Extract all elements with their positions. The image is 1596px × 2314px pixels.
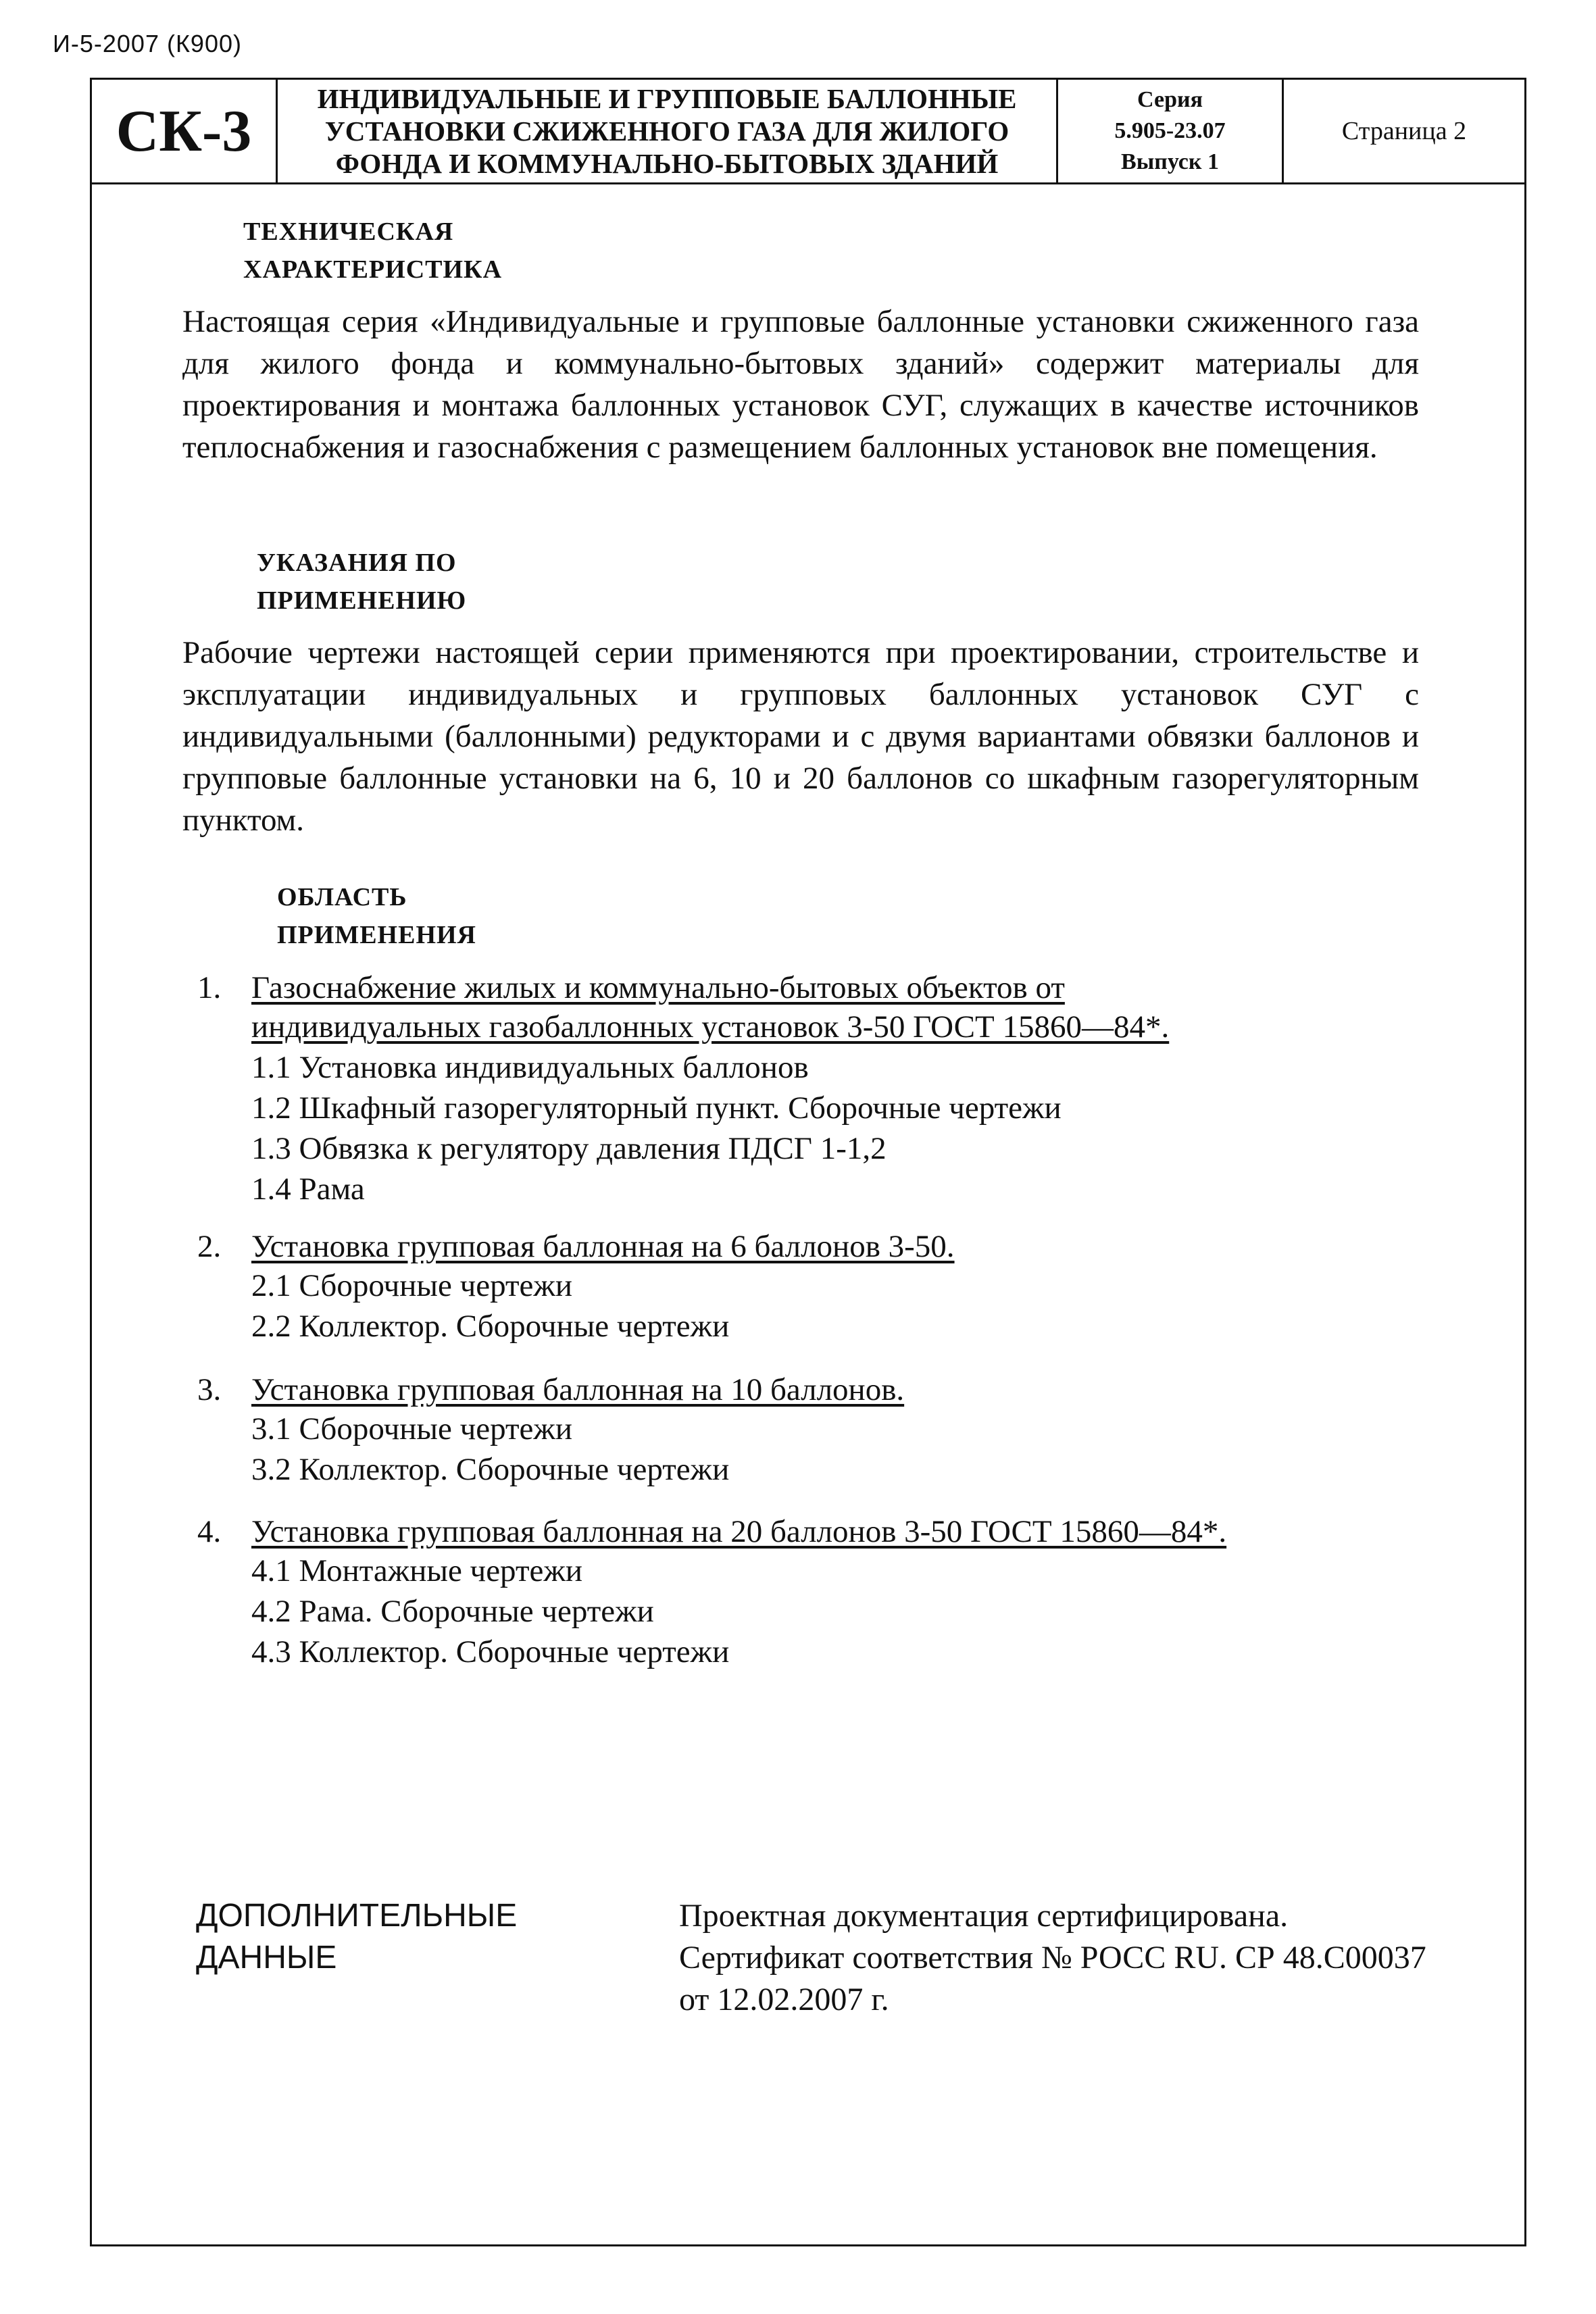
certificate-info	[679, 1895, 1510, 2021]
usage-text: Рабочие чертежи настоящей серии применяются при проектировании, строительстве и эксплуатации индивидуальных и групповых баллонных установок СУГ с индивидуальными (баллонными) редукторами и с двумя вариантами обвязки баллонов и групповые баллонные установки на 6, 10 и 20 баллонов со шкафным газорегуляторным пунктом.	[182, 635, 1419, 838]
list-item-title: Газоснабжение жилых и коммунально-бытовых объектов от	[251, 970, 1065, 1005]
additional-label-line: ДАННЫЕ	[196, 1940, 337, 1976]
certificate-line: Проектная документация сертифицирована.	[679, 1898, 1289, 1934]
additional-label	[196, 1895, 574, 1979]
list-item-title: Установка групповая баллонная на 20 баллонов 3-50 ГОСТ 15860—84*.	[251, 1514, 1227, 1549]
list-subitem: 3.1 Сборочные чертежи	[251, 1411, 573, 1447]
list-item-title: индивидуальных газобаллонных установок 3-50 ГОСТ 15860—84*.	[251, 1009, 1170, 1045]
list-subitem: 1.2 Шкафный газорегуляторный пункт. Сборочные чертежи	[251, 1090, 1062, 1126]
list-subitem: 1.3 Обвязка к регулятору давления ПДСГ 1-1,2	[251, 1131, 887, 1166]
list-subitem: 4.1 Монтажные чертежи	[251, 1553, 582, 1588]
list-item-title: Установка групповая баллонная на 6 баллонов 3-50.	[251, 1229, 955, 1264]
stamp-series	[1058, 80, 1284, 182]
stamp-code: СК-3	[92, 80, 278, 182]
stamp-title-line: ИНДИВИДУАЛЬНЫЕ И ГРУППОВЫЕ БАЛЛОННЫЕ	[317, 83, 1017, 114]
list-subitem: 2.2 Коллектор. Сборочные чертежи	[251, 1309, 730, 1344]
document-code: И-5-2007 (К900)	[53, 30, 242, 57]
page-number: Страница 2	[1341, 117, 1467, 145]
heading-line: ПРИМЕНЕНИЯ	[277, 921, 476, 949]
heading-line: ОБЛАСТЬ	[277, 883, 407, 911]
stamp-title	[278, 80, 1058, 182]
stamp-title-line: УСТАНОВКИ СЖИЖЕННОГО ГАЗА ДЛЯ ЖИЛОГО	[324, 116, 1009, 147]
heading-line: ПРИМЕНЕНИЮ	[257, 586, 467, 615]
technical-heading	[243, 213, 502, 288]
issue-number: Выпуск 1	[1121, 149, 1219, 174]
usage-heading	[257, 544, 466, 620]
list-subitem: 4.2 Рама. Сборочные чертежи	[251, 1594, 654, 1629]
list-subitem: 3.2 Коллектор. Сборочные чертежи	[251, 1452, 730, 1487]
series-label: Серия	[1137, 87, 1203, 112]
certificate-line: от 12.02.2007 г.	[679, 1982, 889, 2017]
list-item-number: 2.	[197, 1229, 222, 1264]
list-subitem: 2.1 Сборочные чертежи	[251, 1268, 573, 1303]
list-item-number: 1.	[197, 970, 222, 1005]
list-subitem: 1.1 Установка индивидуальных баллонов	[251, 1050, 809, 1085]
heading-line: ТЕХНИЧЕСКАЯ	[243, 218, 454, 246]
series-number: 5.905-23.07	[1114, 118, 1226, 143]
list-item-number: 3.	[197, 1372, 222, 1407]
stamp-title-line: ФОНДА И КОММУНАЛЬНО-БЫТОВЫХ ЗДАНИЙ	[335, 148, 999, 179]
list-subitem: 4.3 Коллектор. Сборочные чертежи	[251, 1634, 730, 1669]
additional-label-line: ДОПОЛНИТЕЛЬНЫЕ	[196, 1898, 518, 1934]
list-item-number: 4.	[197, 1514, 222, 1549]
list-subitem: 1.4 Рама	[251, 1172, 365, 1207]
heading-line: УКАЗАНИЯ ПО	[257, 549, 457, 577]
title-block	[92, 80, 1524, 184]
technical-text: Настоящая серия «Индивидуальные и групповые баллонные установки сжиженного газа для жилого фонда и коммунально-бытовых зданий» содержит материалы для проектирования и монтажа баллонных установок СУГ, служащих в качестве источников теплоснабжения и газоснабжения с размещением баллонных установок вне помещения.	[182, 304, 1419, 465]
scope-heading	[277, 878, 476, 954]
list-item-title: Установка групповая баллонная на 10 баллонов.	[251, 1372, 905, 1407]
certificate-line: Сертификат соответствия № РОСС RU. СР 48.С00037	[679, 1940, 1426, 1976]
heading-line: ХАРАКТЕРИСТИКА	[243, 255, 503, 284]
